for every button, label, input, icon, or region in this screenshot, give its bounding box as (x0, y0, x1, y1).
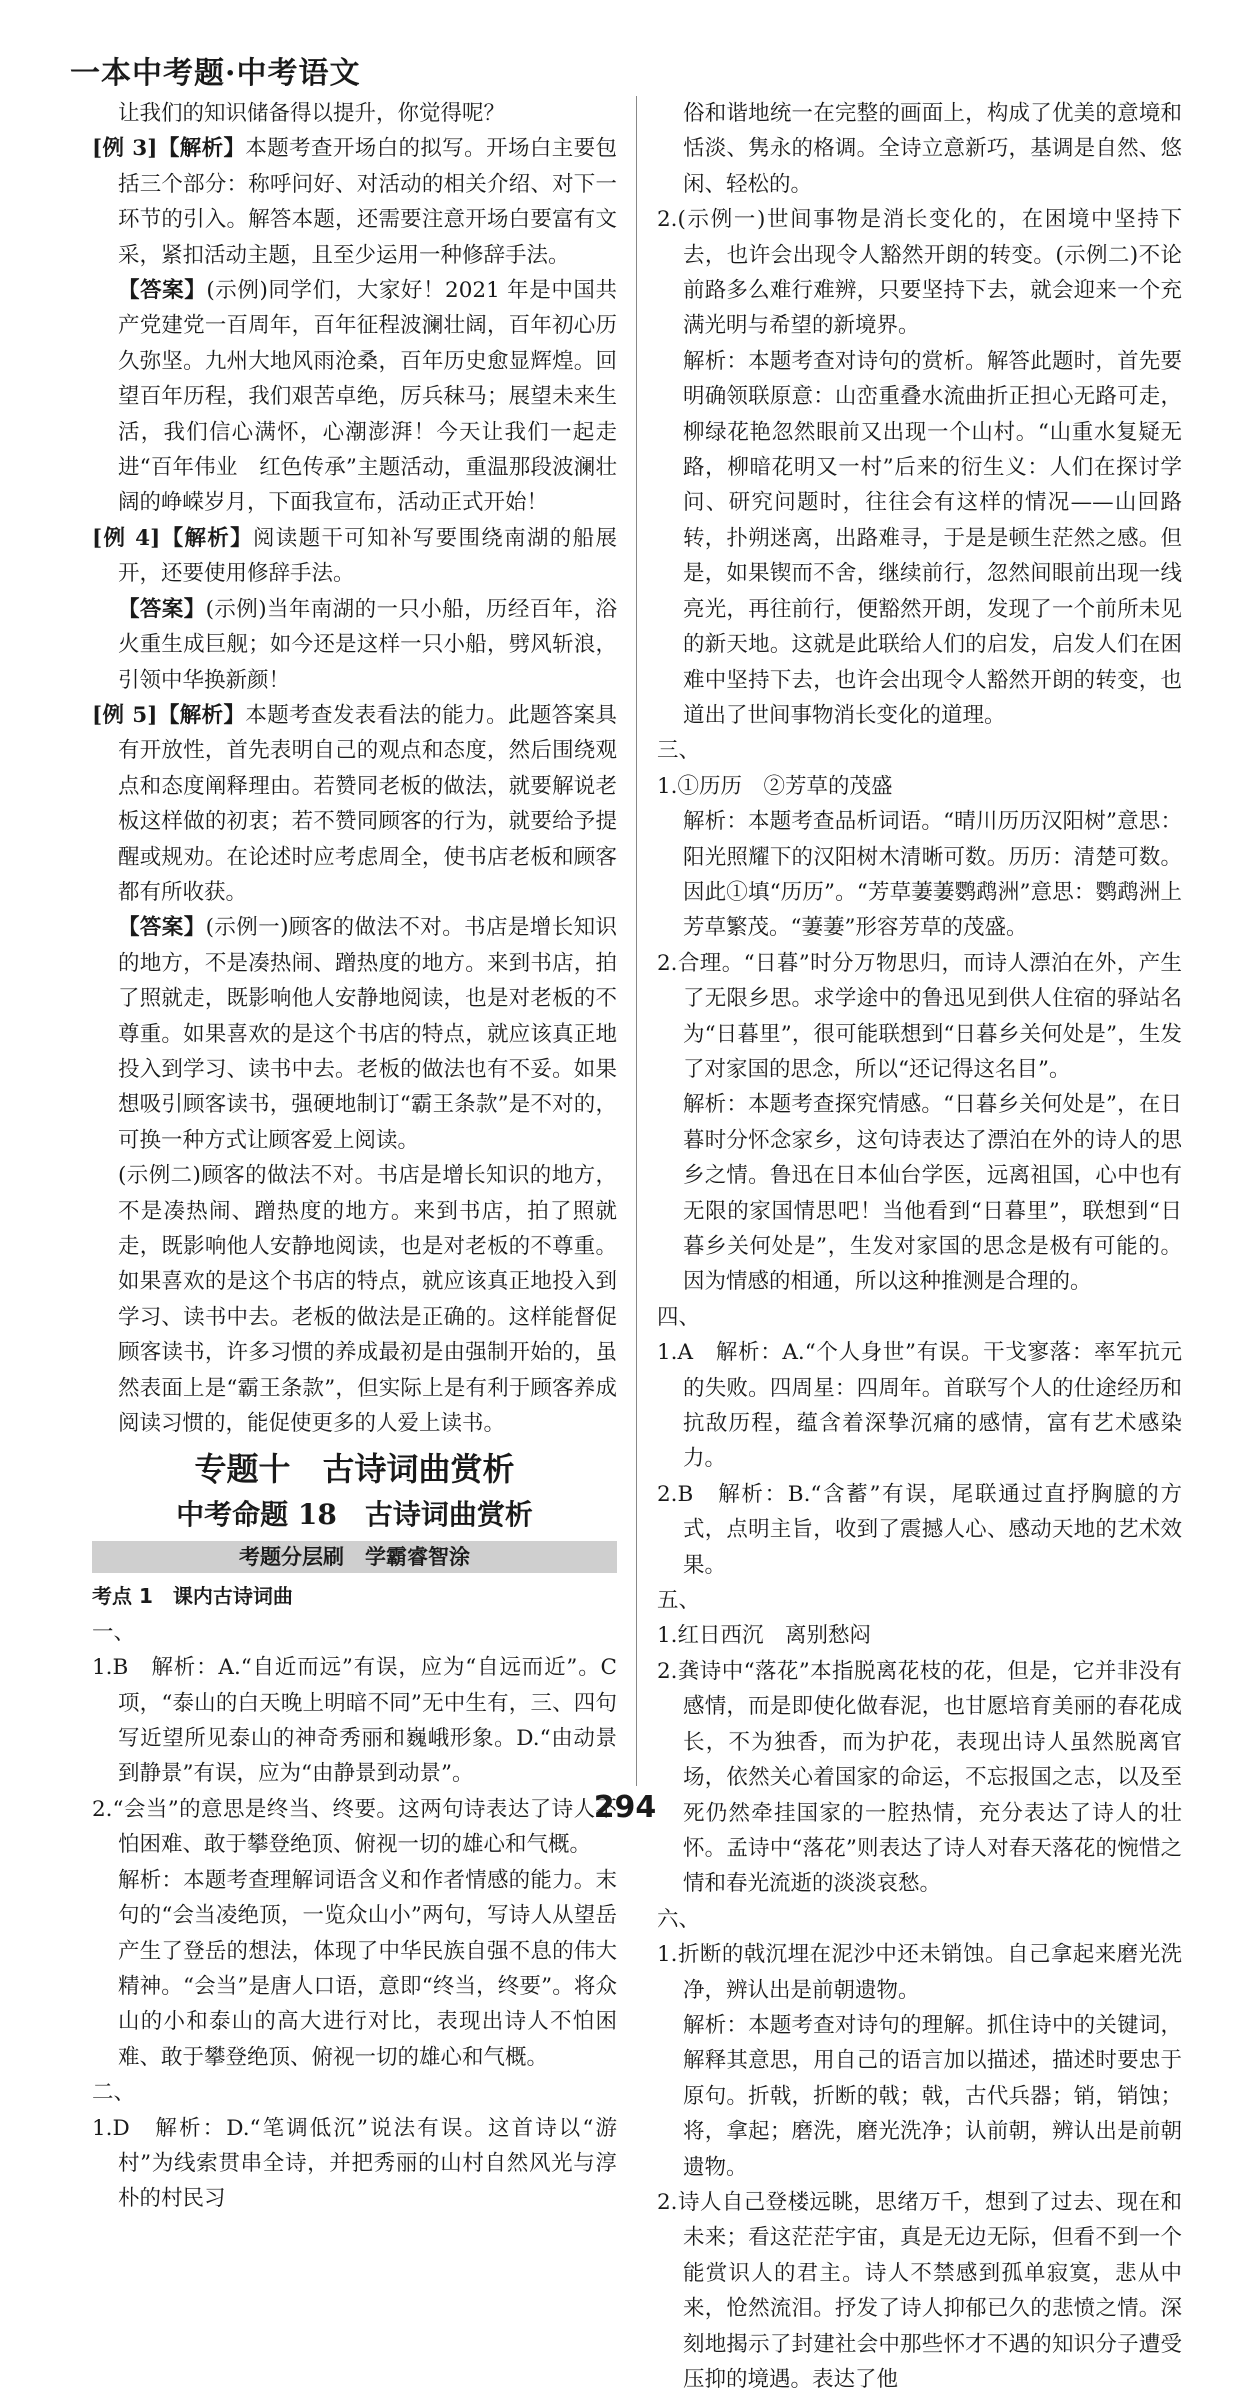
answer-text: (示例)同学们，大家好！2021 年是中国共产党建党一百周年，百年征程波澜壮阔，百年初心历久弥坚。九州大地风雨沧桑，百年历史愈显辉煌。回望百年历程，我们艰苦卓绝，厉兵秣马；展望未来生活，我们信心满怀，心潮澎湃！今天让我们一起走进“百年伟业 红色传承”主题活动，重温那段波澜壮阔的峥嵘岁月，下面我宣布，活动正式开始！ (118, 278, 617, 516)
analysis-text: 解析：本题考查对诗句的赏析。解答此题时，首先要明确领联原意：山峦重叠水流曲折正担心无路可走，柳绿花艳忽然眼前又出现一个山村。“山重水复疑无路，柳暗花明又一村”后来的衍生义：人们在探讨学问、研究问题时，往往会有这样的情况——山回路转，扑朔迷离，出路难寻，于是是顿生茫然之感。但是，如果锲而不舍，继续前行，忽然间眼前出现一线亮光，再往前行，便豁然开朗，发现了一个前所未见的新天地。这就是此联给人们的启发，启发人们在困难中坚持下去，也许会出现令人豁然开朗的转变，也道出了世间事物消长变化的道理。 (683, 348, 1182, 728)
part-number: 二、 (92, 2080, 136, 2106)
analysis-text: 本题考查发表看法的能力。此题答案具有开放性，首先表明自己的观点和态度，然后围绕观点和态度阐释理由。若赞同老板的做法，就要解说老板这样做的初衷；若不赞同顾客的行为，就要给予提醒或规劝。在论述时应考虑周全，使书店老板和顾客都有所收获。 (118, 702, 617, 905)
answer-item: 2.(示例一)世间事物是消长变化的，在困境中坚持下去，也许会出现令人豁然开朗的转变。(示例二)不论前路多么难行难辨，只要坚持下去，就会迎来一个充满光明与希望的新境界。 (657, 207, 1182, 339)
answer-item: 1.折断的戟沉埋在泥沙中还未销蚀。自己拿起来磨光洗净，辨认出是前朝遗物。 (657, 1942, 1182, 2003)
answer-alt: (示例二)顾客的做法不对。书店是增长知识的地方，不是凑热闹、蹭热度的地方。来到书店，拍了照就走，既影响他人安静地阅读，也是对老板的不尊重。如果喜欢的是这个书店的特点，就应该真正地投入到学习、读书中去。老板的做法是正确的。这样能督促顾客读书，许多习惯的养成最初是由强制开始的，虽然表面上是“霸王条款”，但实际上是有利于顾客养成阅读习惯的，能促使更多的人爱上读书。 (118, 1163, 617, 1437)
analysis-text: 本题考查开场白的拟写。开场白主要包括三个部分：称呼问好、对活动的相关介绍、对下一环节的引入。解答本题，还需要注意开场白要富有文采，紧扣活动主题，且至少运用一种修辞手法。 (118, 136, 617, 268)
part-number: 三、 (657, 738, 701, 764)
page-number: 294 (593, 1790, 657, 1825)
analysis-tag: 【解析】 (157, 136, 246, 162)
answer-tag: 【答案】 (118, 596, 206, 622)
analysis-text: 阅读题干可知补写要围绕南湖的船展开，还要使用修辞手法。 (118, 525, 617, 587)
answer-item: 1.红日西沉 离别愁闷 (657, 1623, 872, 1649)
answer-item: 2.合理。“日暮”时分万物思归，而诗人漂泊在外，产生了无限乡思。求学途中的鲁迅见到供人住宿的驿站名为“日暮里”，很可能联想到“日暮乡关何处是”，生发了对家国的思念，所以“还记得这名目”。 (657, 950, 1182, 1082)
kaodian-label: 考点 1 课内古诗词曲 (92, 1584, 293, 1609)
answer (92, 592, 617, 698)
answer-item: 1.B 解析：A.“自近而远”有误，应为“自远而近”。C项，“泰山的白天晚上明暗不同”无中生有，三、四句写近望所见泰山的神奇秀丽和巍峨形象。D.“由动景到静景”有误，应为“由静景到动景”。 (92, 1655, 617, 1787)
right-column (657, 96, 1182, 2397)
running-header: 一本中考题·中考语文 (70, 56, 361, 91)
section-band: 考题分层刷 学霸睿智涂 (92, 1541, 617, 1573)
subsection-title: 中考命题 18 古诗词曲赏析 (176, 1498, 533, 1532)
part-number: 四、 (657, 1304, 701, 1330)
analysis-tag: 【解析】 (157, 702, 246, 728)
example-3 (92, 131, 617, 273)
answer-item: 1.A 解析：A.“个人身世”有误。干戈寥落：率军抗元的失败。四周星：四周年。首联写个人的仕途经历和抗敌历程，蕴含着深挚沉痛的感情，富有艺术感染力。 (657, 1340, 1182, 1472)
answer-tag: 【答案】 (118, 278, 207, 304)
analysis-text: 解析：本题考查探究情感。“日暮乡关何处是”，在日暮时分怀念家乡，这句诗表达了漂泊在外的诗人的思乡之情。鲁迅在日本仙台学医，远离祖国，心中也有无限的家国情思吧！当他看到“日暮里”，联想到“日暮乡关何处是”，生发对家国的思念是极有可能的。因为情感的相通，所以这种推测是合理的。 (683, 1092, 1182, 1295)
answer-text: (示例)当年南湖的一只小船，历经百年，浴火重生成巨舰；如今还是这样一只小船，劈风斩浪，引领中华换新颜！ (118, 596, 617, 693)
analysis-text: 解析：本题考查品析词语。“晴川历历汉阳树”意思：阳光照耀下的汉阳树木清晰可数。历历：清楚可数。因此①填“历历”。“芳草萋萋鹦鹉洲”意思：鹦鹉洲上芳草繁茂。“萋萋”形容芳草的茂盛。 (683, 809, 1182, 941)
answer-item: 2.龚诗中“落花”本指脱离花枝的花，但是，它并非没有感情，而是即使化做春泥，也甘愿培育美丽的春花成长，不为独香，而为护花，表现出诗人虽然脱离官场，依然关心着国家的命运，不忘报国之志，以及至死仍然牵挂国家的一腔热情，充分表达了诗人的壮怀。孟诗中“落花”则表达了诗人对春天落花的惋惜之情和春光流逝的淡淡哀愁。 (657, 1658, 1182, 1897)
answer (92, 273, 617, 521)
part-number: 六、 (657, 1906, 701, 1932)
example-tag: [例 3] (92, 136, 158, 162)
answer-item: 2.诗人自己登楼远眺，思绪万千，想到了过去、现在和未来；看这茫茫宇宙，真是无边无际，但看不到一个能赏识人的君主。诗人不禁感到孤单寂寞，悲从中来，怆然流泪。抒发了诗人抑郁已久的悲愤之情。深刻地揭示了封建社会中那些怀才不遇的知识分子遭受压抑的境遇。表达了他 (657, 2189, 1182, 2392)
example-4 (92, 521, 617, 592)
answer-item: 2.“会当”的意思是终当、终要。这两句诗表达了诗人不怕困难、敢于攀登绝顶、俯视一切的雄心和气概。 (92, 1796, 617, 1858)
column-divider (636, 96, 637, 1786)
analysis-text: 解析：本题考查理解词语含义和作者情感的能力。末句的“会当凌绝顶，一览众山小”两句，写诗人从望岳产生了登岳的想法，体现了中华民族自强不息的伟大精神。“会当”是唐人口语，意即“终当，终要”。将众山的小和泰山的高大进行对比，表现出诗人不怕困难、敢于攀登绝顶、俯视一切的雄心和气概。 (118, 1867, 617, 2070)
left-column (92, 96, 617, 2217)
answer-item: 1.D 解析：D.“笔调低沉”说法有误。这首诗以“游村”为线索贯串全诗，并把秀丽的山村自然风光与淳朴的村民习 (92, 2115, 617, 2212)
analysis-text: 解析：本题考查对诗句的理解。抓住诗中的关键词，解释其意思，用自己的语言加以描述，描述时要忠于原句。折戟，折断的戟；戟，古代兵器；销，销蚀；将，拿起；磨洗，磨光洗净；认前朝，辨认出是前朝遗物。 (683, 2012, 1182, 2180)
example-5 (92, 698, 617, 910)
analysis-tag: 【解析】 (160, 525, 253, 551)
answer-item: 1.①历历 ②芳草的茂盛 (657, 773, 893, 799)
example-tag: [例 5] (92, 702, 158, 728)
section-title: 专题十 古诗词曲赏析 (194, 1450, 515, 1489)
paragraph: 俗和谐地统一在完整的画面上，构成了优美的意境和恬淡、隽永的格调。全诗立意新巧，基调是自然、悠闲、轻松的。 (683, 101, 1182, 197)
answer-tag: 【答案】 (118, 915, 206, 941)
answer (92, 910, 617, 1158)
example-tag: [例 4] (92, 525, 161, 551)
part-number: 一、 (92, 1619, 136, 1645)
answer-text: (示例一)顾客的做法不对。书店是增长知识的地方，不是凑热闹、蹭热度的地方。来到书店，拍了照就走，既影响他人安静地阅读，也是对老板的不尊重。如果喜欢的是这个书店的特点，就应该真正地投入到学习、读书中去。老板的做法也有不妥。如果想吸引顾客读书，强硬地制订“霸王条款”是不对的，可换一种方式让顾客爱上阅读。 (118, 915, 617, 1153)
paragraph: 让我们的知识储备得以提升，你觉得呢？ (118, 101, 506, 126)
answer-item: 2.B 解析：B.“含蓄”有误，尾联通过直抒胸臆的方式，点明主旨，收到了震撼人心、感动天地的艺术效果。 (657, 1481, 1182, 1578)
part-number: 五、 (657, 1588, 701, 1614)
